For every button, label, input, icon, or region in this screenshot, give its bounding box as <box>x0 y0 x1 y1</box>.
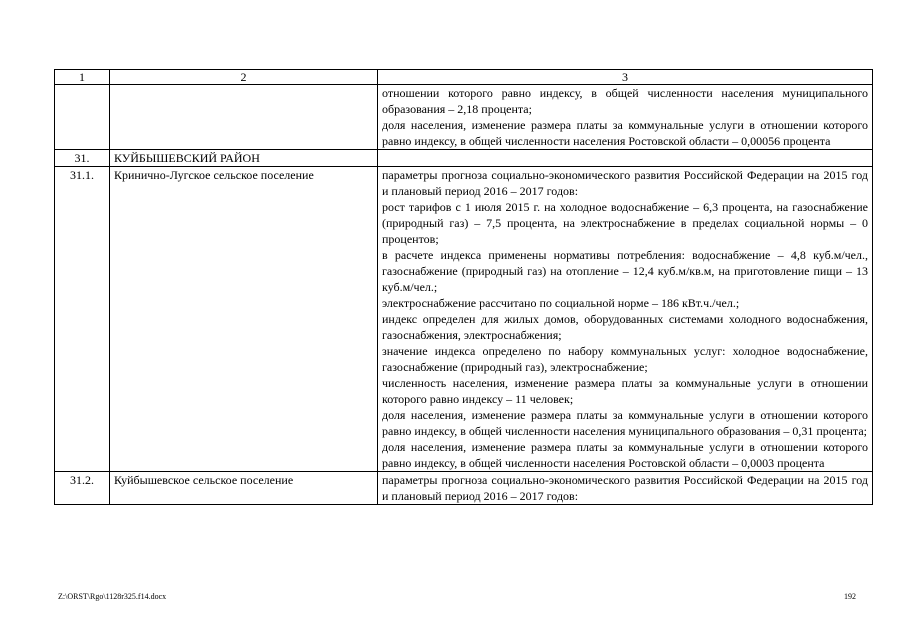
header-row <box>55 70 873 85</box>
row-name: Кринично-Лугское сельское поселение <box>110 167 378 472</box>
row-name: Куйбышевское сельское поселение <box>110 472 378 505</box>
footer-file-path: Z:\ORST\Rgo\1128r325.f14.docx <box>58 592 167 601</box>
row-name <box>110 85 378 150</box>
header-col-2: 2 <box>110 70 378 85</box>
paragraph: значение индекса определено по набору коммунальных услуг: холодное водоснабжение, газоснабжение (природный газ), электроснабжение; <box>382 344 868 374</box>
table-row <box>55 85 873 150</box>
table-row <box>55 150 873 167</box>
row-description <box>378 85 873 150</box>
header-col-1: 1 <box>55 70 110 85</box>
footer-page-number: 192 <box>844 592 856 601</box>
paragraph: параметры прогноза социально-экономического развития Российской Федерации на 2015 год и плановый период 2016 – 2017 годов: <box>382 473 868 503</box>
paragraph: рост тарифов с 1 июля 2015 г. на холодное водоснабжение – 6,3 процента, на газоснабжение (природный газ) – 7,5 процента, на электроснабжение в пределах социальной нормы – 0 процентов; <box>382 200 868 246</box>
row-description <box>378 167 873 472</box>
row-number: 31.2. <box>55 472 110 505</box>
header-col-3: 3 <box>378 70 873 85</box>
paragraph: численность населения, изменение размера платы за коммунальные услуги в отношении которого равно индексу – 11 человек; <box>382 376 868 406</box>
paragraph: отношении которого равно индексу, в общей численности населения муниципального образования – 2,18 процента; <box>382 86 868 116</box>
row-description <box>378 150 873 167</box>
row-number: 31. <box>55 150 110 167</box>
row-number: 31.1. <box>55 167 110 472</box>
row-description <box>378 472 873 505</box>
paragraph: в расчете индекса применены нормативы потребления: водоснабжение – 4,8 куб.м/чел., газоснабжение (природный газ) на отопление – 12,4 куб.м/кв.м, на приготовление пищи – 13 куб.м/чел.; <box>382 248 868 294</box>
paragraph: параметры прогноза социально-экономического развития Российской Федерации на 2015 год и плановый период 2016 – 2017 годов: <box>382 168 868 198</box>
paragraph: электроснабжение рассчитано по социальной норме – 186 кВт.ч./чел.; <box>382 296 740 310</box>
data-table <box>54 69 873 505</box>
table-row <box>55 167 873 472</box>
paragraph: доля населения, изменение размера платы за коммунальные услуги в отношении которого равно индексу, в общей численности населения муниципального образования – 0,31 процента; <box>382 408 868 438</box>
paragraph: доля населения, изменение размера платы за коммунальные услуги в отношении которого равно индексу, в общей численности населения Ростовской области – 0,00056 процента <box>382 118 868 148</box>
paragraph: индекс определен для жилых домов, оборудованных системами холодного водоснабжения, газоснабжения, электроснабжения; <box>382 312 868 342</box>
row-name: КУЙБЫШЕВСКИЙ РАЙОН <box>110 150 378 167</box>
row-number <box>55 85 110 150</box>
table-row <box>55 472 873 505</box>
paragraph: доля населения, изменение размера платы за коммунальные услуги в отношении которого равно индексу, в общей численности населения Ростовской области – 0,0003 процента <box>382 440 868 470</box>
